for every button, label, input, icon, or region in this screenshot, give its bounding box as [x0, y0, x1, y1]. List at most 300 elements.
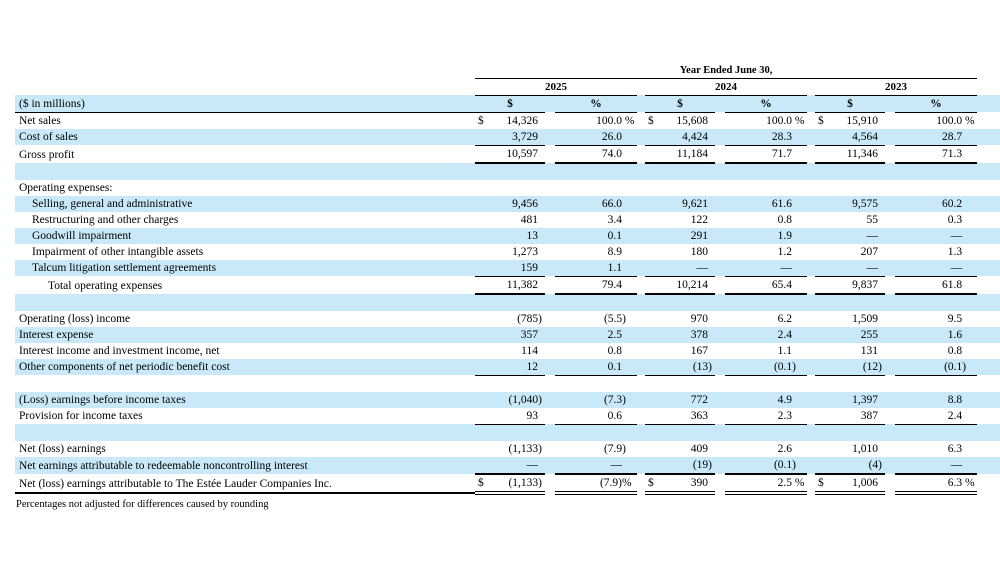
group-gap-cell: [637, 408, 645, 425]
column-gap-cell: [545, 129, 555, 146]
column-gap-cell: [715, 145, 725, 163]
row-label: Net (loss) earnings: [19, 442, 106, 455]
dollar-value: 772: [645, 392, 715, 408]
table-row: [15, 311, 1000, 327]
column-gap-cell: [545, 228, 555, 244]
group-gap-cell: [807, 457, 815, 474]
dollar-value: (12): [815, 359, 885, 376]
dollar-subheader: $: [645, 95, 715, 112]
group-gap-cell: [807, 311, 815, 327]
column-gap-cell: [885, 260, 895, 277]
dollar-value: 131: [860, 344, 878, 357]
percent-value: 1.1: [555, 260, 637, 277]
financial-statement-sheet: [15, 62, 993, 510]
group-gap-cell: [637, 343, 645, 359]
percent-value: (7.9): [603, 442, 626, 455]
group-gap-cell: [807, 228, 815, 244]
column-gap-cell: [885, 343, 895, 359]
right-pad-cell: [977, 474, 1000, 493]
right-pad-cell: [977, 228, 1000, 244]
spacer-cell: [15, 294, 1000, 311]
column-gap-cell: [545, 180, 555, 196]
dollar-value: 207: [860, 245, 878, 258]
column-gap-cell: [715, 180, 725, 196]
column-gap-cell: [715, 276, 725, 294]
right-pad-cell: [977, 311, 1000, 327]
group-gap-cell: [807, 441, 815, 457]
right-pad-cell: [977, 180, 1000, 196]
table-row: [15, 212, 1000, 228]
group-gap-cell: [807, 244, 815, 260]
percent-value: 8.8: [895, 392, 977, 408]
right-pad-cell: [977, 129, 1000, 146]
percent-value: 100.0 %: [725, 112, 807, 129]
column-gap-cell: [885, 95, 895, 112]
group-gap-cell: [637, 260, 645, 277]
group-gap-cell: [807, 359, 815, 376]
group-gap-cell: [637, 244, 645, 260]
table-row: [15, 244, 1000, 260]
table-row: [15, 129, 1000, 146]
percent-value: (0.1): [725, 359, 807, 376]
table-row: [15, 145, 1000, 163]
percent-value: 2.3: [725, 408, 807, 425]
dollar-value: —: [475, 457, 545, 474]
column-gap-cell: [885, 311, 895, 327]
currency-symbol: $: [648, 476, 654, 489]
column-gap-cell: [715, 392, 725, 408]
percent-value: 0.1: [555, 228, 637, 244]
row-label: Interest income and investment income, net: [19, 344, 220, 357]
year-header: 2023: [815, 78, 977, 95]
right-pad-cell: [977, 196, 1000, 212]
right-pad-cell: [977, 276, 1000, 294]
dollar-value: 10,214: [645, 276, 715, 294]
table-row: [15, 112, 1000, 129]
group-gap-cell: [807, 78, 815, 95]
column-gap-cell: [545, 474, 555, 493]
column-gap-cell: [715, 212, 725, 228]
spacer-cell: [15, 163, 1000, 180]
group-gap-cell: [807, 180, 815, 196]
spacer-cell: [15, 375, 1000, 392]
dollar-value: 13: [475, 228, 545, 244]
right-pad-cell: [977, 95, 1000, 112]
right-pad-cell: [977, 343, 1000, 359]
group-gap-cell: [807, 95, 815, 112]
dollar-value: [815, 180, 885, 196]
dollar-value: 1,509: [852, 312, 878, 325]
group-gap-cell: [637, 95, 645, 112]
dollar-value: $ 14,326: [478, 114, 538, 127]
group-gap-cell: [637, 112, 645, 129]
column-gap-cell: [545, 145, 555, 163]
dollar-value: 114: [521, 344, 538, 357]
group-gap-cell: [807, 343, 815, 359]
column-gap-cell: [715, 327, 725, 343]
dollar-value: 12: [475, 359, 545, 376]
row-label: Operating expenses:: [19, 181, 113, 194]
column-gap-cell: [885, 196, 895, 212]
dollar-value: 9,837: [815, 276, 885, 294]
column-gap-cell: [545, 327, 555, 343]
percent-value: 2.5: [555, 327, 637, 343]
group-gap-cell: [637, 457, 645, 474]
percent-value: (7.9)%: [555, 474, 637, 493]
right-pad-cell: [977, 145, 1000, 163]
column-gap-cell: [545, 244, 555, 260]
header-empty-cell: [15, 62, 475, 78]
group-gap-cell: [637, 474, 645, 493]
currency-symbol: $: [478, 476, 484, 489]
table-title: Year Ended June 30,: [475, 62, 977, 78]
percent-value: [725, 180, 807, 196]
column-gap-cell: [885, 276, 895, 294]
column-gap-cell: [545, 441, 555, 457]
row-label: Cost of sales: [15, 129, 475, 146]
percent-value: 79.4: [555, 276, 637, 294]
currency-symbol: $: [478, 114, 484, 127]
percent-value: 1.2: [777, 245, 792, 258]
percent-value: 0.8: [777, 213, 792, 226]
table-row: [15, 457, 1000, 474]
right-pad-cell: [977, 260, 1000, 277]
group-gap-cell: [637, 212, 645, 228]
group-gap-cell: [807, 212, 815, 228]
percent-sign: %: [962, 114, 975, 127]
percent-value: (0.1): [725, 457, 807, 474]
table-row: [15, 327, 1000, 343]
group-gap-cell: [637, 180, 645, 196]
dollar-value: 11,184: [645, 145, 715, 163]
group-gap-cell: [637, 327, 645, 343]
header-row-years: [15, 78, 1000, 95]
row-label: Talcum litigation settlement agreements: [15, 260, 475, 277]
dollar-value: 4,424: [645, 129, 715, 146]
header-row-units: [15, 95, 1000, 112]
percent-value: 61.8: [895, 276, 977, 294]
column-gap-cell: [545, 95, 555, 112]
column-gap-cell: [715, 343, 725, 359]
dollar-value: 387: [815, 408, 885, 425]
column-gap-cell: [715, 129, 725, 146]
column-gap-cell: [715, 228, 725, 244]
percent-value: 26.0: [555, 129, 637, 146]
right-pad-cell: [977, 78, 1000, 95]
group-gap-cell: [637, 392, 645, 408]
right-pad-cell: [977, 212, 1000, 228]
column-gap-cell: [885, 392, 895, 408]
group-gap-cell: [807, 112, 815, 129]
percent-value: [555, 180, 637, 196]
column-gap-cell: [545, 196, 555, 212]
row-label: Net sales: [19, 114, 61, 127]
row-label: Impairment of other intangible assets: [32, 245, 204, 258]
percent-value: 2.6: [777, 442, 792, 455]
dollar-value: 167: [690, 344, 708, 357]
dollar-value: 291: [645, 228, 715, 244]
percent-value: (7.3): [555, 392, 637, 408]
group-gap-cell: [807, 276, 815, 294]
right-pad-cell: [977, 392, 1000, 408]
dollar-value: 363: [645, 408, 715, 425]
spacer-row: [15, 294, 1000, 311]
right-pad-cell: [977, 244, 1000, 260]
table-row: [15, 180, 1000, 196]
dollar-value: (785): [517, 312, 542, 325]
group-gap-cell: [637, 196, 645, 212]
dollar-value: 159: [475, 260, 545, 277]
percent-value: 1.3: [947, 245, 963, 258]
percent-value: 6.3: [947, 442, 963, 455]
column-gap-cell: [545, 311, 555, 327]
column-gap-cell: [715, 441, 725, 457]
dollar-value: $ 15,608: [648, 114, 708, 127]
column-gap-cell: [885, 145, 895, 163]
spacer-row: [15, 163, 1000, 180]
column-gap-cell: [545, 457, 555, 474]
table-row: [15, 441, 1000, 457]
percent-value: 1.6: [895, 327, 977, 343]
column-gap-cell: [715, 408, 725, 425]
column-gap-cell: [715, 260, 725, 277]
group-gap-cell: [807, 408, 815, 425]
column-gap-cell: [885, 129, 895, 146]
spacer-cell: [15, 424, 1000, 441]
column-gap-cell: [885, 359, 895, 376]
percent-value: 0.6: [555, 408, 637, 425]
right-pad-cell: [977, 327, 1000, 343]
dollar-value: (19): [645, 457, 715, 474]
column-gap-cell: [885, 457, 895, 474]
table-row: [15, 196, 1000, 212]
group-gap-cell: [637, 78, 645, 95]
percent-value: 4.9: [725, 392, 807, 408]
table-row: [15, 276, 1000, 294]
dollar-value: (4): [815, 457, 885, 474]
dollar-value: 1,273: [512, 245, 538, 258]
table-row: [15, 392, 1000, 408]
column-gap-cell: [885, 180, 895, 196]
row-label: Restructuring and other charges: [32, 213, 179, 226]
percent-value: —: [725, 260, 807, 277]
right-pad-cell: [977, 359, 1000, 376]
column-gap-cell: [545, 359, 555, 376]
column-gap-cell: [885, 212, 895, 228]
currency-symbol: $: [818, 114, 824, 127]
percent-subheader: %: [895, 95, 977, 112]
group-gap-cell: [807, 260, 815, 277]
table-body: [15, 62, 1000, 493]
column-gap-cell: [545, 260, 555, 277]
header-empty-cell: [15, 78, 475, 95]
percent-sign: %: [792, 476, 805, 489]
percent-subheader: %: [555, 95, 637, 112]
dollar-value: —: [815, 228, 885, 244]
percent-value: 1.9: [725, 228, 807, 244]
percent-value: [895, 180, 977, 196]
percent-value: 0.8: [947, 344, 963, 357]
currency-symbol: $: [818, 476, 824, 489]
percent-value: 2.4: [725, 327, 807, 343]
right-pad-cell: [977, 112, 1000, 129]
group-gap-cell: [807, 474, 815, 493]
percent-value: 60.2: [895, 196, 977, 212]
column-gap-cell: [885, 441, 895, 457]
dollar-value: 481: [520, 213, 538, 226]
percent-value: 0.1: [555, 359, 637, 376]
spacer-row: [15, 424, 1000, 441]
percent-value: 65.4: [725, 276, 807, 294]
percent-value: 28.3: [725, 129, 807, 146]
row-label: Net earnings attributable to redeemable noncontrolling interest: [15, 457, 475, 474]
group-gap-cell: [807, 196, 815, 212]
column-gap-cell: [545, 112, 555, 129]
dollar-value: 409: [690, 442, 708, 455]
column-gap-cell: [715, 244, 725, 260]
percent-value: 66.0: [555, 196, 637, 212]
dollar-value: 3,729: [475, 129, 545, 146]
percent-subheader: %: [725, 95, 807, 112]
column-gap-cell: [885, 327, 895, 343]
percent-value: 8.9: [607, 245, 622, 258]
column-gap-cell: [545, 408, 555, 425]
column-gap-cell: [885, 408, 895, 425]
table-row: [15, 260, 1000, 277]
dollar-value: 1,010: [852, 442, 878, 455]
dollar-value: 9,456: [475, 196, 545, 212]
group-gap-cell: [637, 311, 645, 327]
percent-sign: %: [962, 476, 975, 489]
group-gap-cell: [637, 129, 645, 146]
row-label: Provision for income taxes: [19, 410, 143, 422]
table-row: [15, 474, 1000, 493]
table-row: [15, 343, 1000, 359]
dollar-value: [475, 180, 545, 196]
row-label: Selling, general and administrative: [15, 196, 475, 212]
dollar-value: 378: [645, 327, 715, 343]
percent-value: (0.1): [895, 359, 977, 376]
percent-value: 71.7: [725, 145, 807, 163]
dollar-value: 1,397: [815, 392, 885, 408]
right-pad-cell: [977, 441, 1000, 457]
group-gap-cell: [637, 441, 645, 457]
percent-value: 100.0 %: [895, 112, 977, 129]
dollar-value: 357: [475, 327, 545, 343]
row-label: Total operating expenses: [48, 279, 163, 292]
percent-value: —: [895, 260, 977, 277]
column-gap-cell: [715, 474, 725, 493]
percent-sign: %: [792, 114, 805, 127]
header-row-title: [15, 62, 1000, 78]
dollar-value: $ 1,006: [815, 474, 885, 493]
group-gap-cell: [807, 327, 815, 343]
group-gap-cell: [807, 145, 815, 163]
percent-value: (5.5): [603, 312, 626, 325]
row-label: Other components of net periodic benefit cost: [15, 359, 475, 376]
percent-value: 0.3: [947, 213, 963, 226]
row-label: Net (loss) earnings attributable to The Estée Lauder Companies Inc.: [15, 474, 475, 493]
column-gap-cell: [545, 343, 555, 359]
group-gap-cell: [637, 359, 645, 376]
column-gap-cell: [885, 244, 895, 260]
dollar-value: (1,040): [475, 392, 545, 408]
year-header: 2025: [475, 78, 637, 95]
percent-value: 3.4: [607, 213, 622, 226]
percent-value: 100.0 %: [555, 112, 637, 129]
dollar-value: 55: [866, 213, 878, 226]
dollar-value: (13): [645, 359, 715, 376]
table-row: [15, 228, 1000, 244]
column-gap-cell: [715, 112, 725, 129]
dollar-value: 180: [690, 245, 708, 258]
year-header: 2024: [645, 78, 807, 95]
column-gap-cell: [545, 392, 555, 408]
row-label: (Loss) earnings before income taxes: [15, 392, 475, 408]
dollar-value: 93: [475, 408, 545, 425]
column-gap-cell: [715, 196, 725, 212]
row-label: Goodwill impairment: [15, 228, 475, 244]
dollar-value: (1,133): [508, 442, 542, 455]
dollar-value: 10,597: [475, 145, 545, 163]
percent-value: 9.5: [947, 312, 963, 325]
percent-value: —: [555, 457, 637, 474]
column-gap-cell: [885, 112, 895, 129]
percent-sign: %: [622, 114, 635, 127]
percent-value: 1.1: [777, 344, 792, 357]
footnote: Percentages not adjusted for differences caused by rounding: [16, 498, 269, 510]
percent-value: —: [895, 457, 977, 474]
column-gap-cell: [715, 457, 725, 474]
dollar-value: $ 15,910: [818, 114, 878, 127]
dollar-value: [645, 180, 715, 196]
column-gap-cell: [545, 212, 555, 228]
right-pad-cell: [977, 457, 1000, 474]
dollar-subheader: $: [815, 95, 885, 112]
group-gap-cell: [807, 129, 815, 146]
income-statement-table: [15, 62, 1000, 495]
column-gap-cell: [715, 311, 725, 327]
group-gap-cell: [637, 145, 645, 163]
dollar-value: 9,575: [815, 196, 885, 212]
group-gap-cell: [807, 392, 815, 408]
row-label: Operating (loss) income: [19, 312, 131, 325]
percent-value: 6.2: [777, 312, 792, 325]
percent-value: 61.6: [725, 196, 807, 212]
percent-value: 71.3: [895, 145, 977, 163]
row-label: Interest expense: [15, 327, 475, 343]
percent-value: 6.3 %: [895, 474, 977, 493]
table-row: [15, 359, 1000, 376]
percent-value: 28.7: [895, 129, 977, 146]
percent-value: 2.5 %: [725, 474, 807, 493]
percent-value: 2.4: [895, 408, 977, 425]
dollar-value: 9,621: [645, 196, 715, 212]
currency-symbol: $: [648, 114, 654, 127]
column-gap-cell: [545, 276, 555, 294]
right-pad-cell: [977, 62, 1000, 78]
spacer-row: [15, 375, 1000, 392]
percent-value: —: [895, 228, 977, 244]
units-label: ($ in millions): [15, 95, 475, 112]
group-gap-cell: [637, 276, 645, 294]
percent-value: 0.8: [607, 344, 622, 357]
dollar-value: $ (1,133): [475, 474, 545, 493]
column-gap-cell: [715, 359, 725, 376]
dollar-value: 4,564: [815, 129, 885, 146]
dollar-value: —: [645, 260, 715, 277]
dollar-value: 970: [690, 312, 708, 325]
